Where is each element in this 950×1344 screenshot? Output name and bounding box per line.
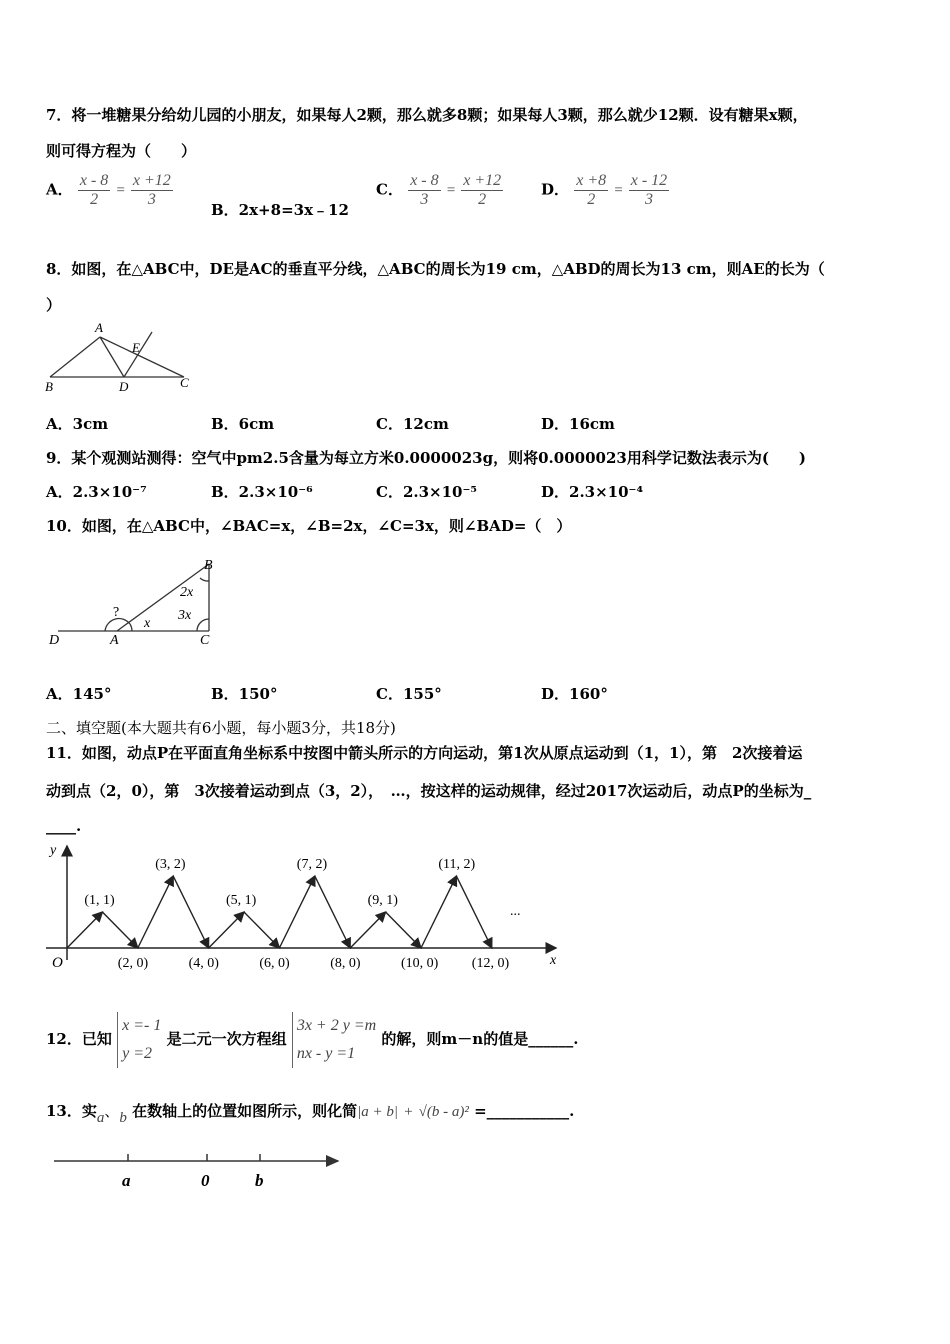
axis-point-label: (12, 0)	[471, 956, 510, 971]
q11-coordinate-figure	[44, 842, 564, 974]
point-a-label: a	[122, 1171, 131, 1190]
label-b: B	[45, 379, 53, 394]
q10-option-d: D．160°	[541, 685, 608, 703]
point-b-label: b	[255, 1171, 264, 1190]
option-label: A．	[46, 180, 73, 199]
label-a: A	[110, 633, 119, 648]
label-x: x	[144, 616, 151, 631]
abs-expression: |a + b|	[357, 1104, 399, 1120]
q8-triangle-figure	[44, 320, 194, 396]
q9-option-b: B．2.3×10⁻⁶	[211, 483, 313, 501]
path-segment	[350, 912, 385, 948]
label-d: D	[49, 633, 60, 648]
axis-y-label: y	[50, 843, 57, 858]
peak-point-label: (5, 1)	[226, 893, 257, 908]
q7-option-a: A． $\frac{x - 8}{2}$ = $\frac{x +12}{3}$	[46, 172, 171, 208]
continuation-dots: ...	[510, 904, 521, 919]
fraction: $\frac{x - 8}{3}$	[410, 172, 439, 208]
q10-option-c: C．155°	[376, 685, 442, 703]
q11-line3: ____.	[46, 817, 82, 835]
equation-system: 3x + 2 y =m nx - y =1	[292, 1012, 376, 1068]
q7-line1: 7．将一堆糖果分给幼儿园的小朋友，如果每人2颗，那么就多8颗；如果每人3颗，那么就少12颗．设有糖果x颗，	[46, 106, 808, 124]
q7-option-b: B．2x+8=3x﹣12	[211, 201, 349, 219]
q9-option-d: D．2.3×10⁻⁴	[541, 483, 644, 501]
q8-option-a: A．3cm	[46, 415, 109, 433]
label-3x: 3x	[178, 608, 192, 623]
path-segment	[386, 912, 421, 948]
path-segment	[209, 912, 244, 948]
axis-point-label: (10, 0)	[401, 956, 439, 971]
label-e: E	[132, 340, 140, 355]
fraction: $\frac{x - 12}{3}$	[630, 172, 668, 208]
label-d: D	[119, 379, 129, 394]
peak-point-label: (9, 1)	[367, 893, 398, 908]
q13-number-line	[50, 1150, 350, 1196]
axis-point-label: (6, 0)	[259, 956, 290, 971]
fraction: $\frac{x +12}{2}$	[463, 172, 502, 208]
label-b: B	[204, 558, 213, 573]
peak-point-label: (7, 2)	[296, 857, 328, 872]
q9-option-a: A．2.3×10⁻⁷	[46, 483, 147, 501]
fraction: $\frac{x +8}{2}$	[576, 172, 607, 208]
fraction: $\frac{x - 8}{2}$	[79, 172, 109, 208]
path-segment	[279, 876, 314, 948]
fraction: $\frac{x +12}{3}$	[132, 172, 171, 208]
label-a: A	[95, 320, 103, 335]
q11-line1: 11．如图，动点P在平面直角坐标系中按图中箭头所示的方向运动，第1次从原点运动到（1，1），第 2次接着运	[46, 744, 803, 762]
q8-option-d: D．16cm	[541, 415, 615, 433]
peak-point-label: (3, 2)	[155, 857, 186, 872]
path-segment	[173, 876, 208, 948]
origin-label: O	[52, 955, 63, 971]
peak-point-label: (11, 2)	[438, 857, 476, 872]
q10-line1: 10．如图，在△ABC中，∠BAC=x，∠B=2x，∠C=3x，则∠BAD=（ ）	[46, 517, 572, 535]
axis-x-label: x	[550, 953, 557, 968]
path-segment	[138, 876, 173, 948]
section-heading: 二、填空题(本大题共有6小题，每小题3分，共18分)	[46, 719, 396, 737]
label-c: C	[200, 633, 210, 648]
axis-point-label: (8, 0)	[330, 956, 361, 971]
path-segment	[102, 912, 137, 948]
label-c: C	[180, 375, 189, 390]
path-segment	[244, 912, 279, 948]
q11-line2: 动到点（2，0），第 3次接着运动到点（3，2）， …，按这样的运动规律，经过2017次运动后，动点P的坐标为_	[46, 782, 812, 800]
q8-option-b: B．6cm	[211, 415, 275, 433]
q8-line2: ）	[46, 296, 62, 314]
q7-option-c: C． $\frac{x - 8}{3}$ = $\frac{x +12}{2}$	[376, 172, 502, 208]
sqrt-expression: √(b - a)²	[418, 1104, 469, 1120]
peak-point-label: (1, 1)	[84, 893, 115, 908]
path-segment	[315, 876, 350, 948]
axis-point-label: (4, 0)	[188, 956, 219, 971]
q8-option-c: C．12cm	[376, 415, 449, 433]
q10-option-a: A．145°	[46, 685, 112, 703]
q7-option-d: D． $\frac{x +8}{2}$ = $\frac{x - 12}{3}$	[541, 172, 668, 208]
q10-option-b: B．150°	[211, 685, 278, 703]
label-2x: 2x	[180, 585, 194, 600]
path-segment	[456, 876, 491, 948]
zero-label: 0	[201, 1171, 210, 1190]
q10-triangle-figure	[44, 552, 234, 652]
q9-line1: 9．某个观测站测得：空气中pm2.5含量为每立方米0.0000023g，则将0.0000023用科学记数法表示为( )	[46, 449, 807, 467]
q7-line2: 则可得方程为（ ）	[46, 142, 197, 160]
path-segment	[67, 912, 102, 948]
q12-line: 12．已知 x =- 1 y =2 是二元一次方程组 3x + 2 y =m nx - y =1 的解，则m－n的值是______.	[46, 1012, 578, 1068]
equation-system-solution: x =- 1 y =2	[117, 1012, 161, 1068]
q13-line: 13．实a、b 在数轴上的位置如图所示，则化简|a + b| + √(b - a)² =___________.	[46, 1102, 575, 1126]
path-segment	[421, 876, 456, 948]
q9-option-c: C．2.3×10⁻⁵	[376, 483, 477, 501]
q8-line1: 8．如图，在△ABC中，DE是AC的垂直平分线，△ABC的周长为19 cm，△ABD的周长为13 cm，则AE的长为（	[46, 260, 825, 278]
axis-point-label: (2, 0)	[117, 956, 149, 971]
label-question: ?	[113, 605, 120, 620]
